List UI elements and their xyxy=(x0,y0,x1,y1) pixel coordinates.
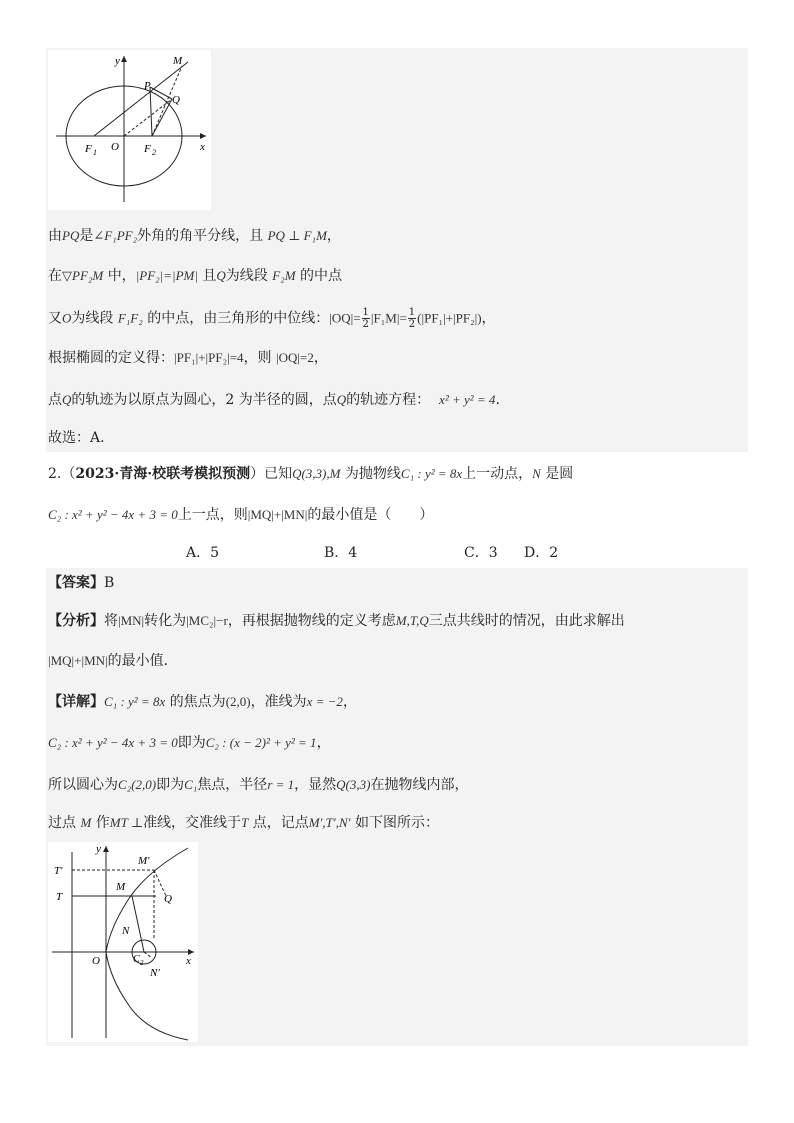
option-b[interactable]: B．4 xyxy=(324,545,358,561)
analysis-tag: 【分析】 xyxy=(48,613,104,629)
fig1-label-Q: Q xyxy=(172,94,180,106)
fig2-label-C2: C xyxy=(133,954,140,965)
fig2-label-Mprime: M′ xyxy=(138,855,150,867)
detail-line3: 所以圆心为C₂(2,0)即为C₁焦点，半径r = 1，显然Q(3,3)在抛物线内部， xyxy=(48,777,469,793)
parabola-figure xyxy=(48,842,198,1042)
fig1-label-y: y xyxy=(115,55,120,67)
ellipse-diagram xyxy=(48,50,211,210)
fig2-label-Tprime: T′ xyxy=(54,865,63,877)
solution1-line1: 由PQ是∠F₁PF₂外角的角平分线，且 PQ ⊥ F₁M， xyxy=(48,228,341,244)
problem2-line1: 2.（2023·青海·校联考模拟预测）已知Q(3,3),M 为抛物线C₁ : y² = 8x上一动点，N 是圆 xyxy=(48,466,574,482)
fig1-label-F1: F xyxy=(85,143,92,155)
analysis-line2: |MQ|+|MN|的最小值. xyxy=(48,653,169,669)
fig1-label-P: P xyxy=(144,80,151,92)
option-c[interactable]: C．3 xyxy=(464,545,498,561)
fig2-label-x: x xyxy=(186,955,191,967)
fig1-label-F1-sub: 1 xyxy=(93,148,97,157)
solution1-line2: 在▽PF₂M 中，|PF₂|=|PM| 且Q为线段 F₂M 的中点 xyxy=(48,268,342,284)
fig1-label-x: x xyxy=(200,141,205,153)
fig2-label-T: T xyxy=(56,891,63,903)
fig2-label-N: N xyxy=(122,925,130,937)
solution1-line3: 又O为线段 F₁F₂ 的中点，由三角形的中位线：|OQ|= $\frac{1}{2}$ |F₁M|= $\frac{1}{2}$ (|PF₁|+|PF₂|)， xyxy=(48,307,496,330)
fig1-label-M: M xyxy=(173,55,183,67)
option-d[interactable]: D．2 xyxy=(524,545,559,561)
solution1-conclusion: 故选：A. xyxy=(48,430,105,446)
fig2-label-C2-sub: 2 xyxy=(140,959,144,967)
ellipse-figure xyxy=(48,50,211,210)
fraction-half-2: $\frac{1}{2}$ xyxy=(408,307,416,330)
fig2-label-Nprime: N′ xyxy=(150,967,160,979)
detail-line2: C₂ : x² + y² − 4x + 3 = 0即为C₂ : (x − 2)² + y² = 1， xyxy=(48,735,331,751)
parabola-diagram xyxy=(48,842,198,1042)
option-a[interactable]: A．5 xyxy=(186,545,220,561)
detail-line1: 【详解】C₁ : y² = 8x 的焦点为(2,0)，准线为x = −2， xyxy=(48,694,357,710)
fig1-label-F2: F xyxy=(144,143,151,155)
problem2-source: 2023·青海·校联考模拟预测 xyxy=(75,466,251,482)
fig2-label-O: O xyxy=(92,955,100,967)
fraction-half-1: $\frac{1}{2}$ xyxy=(362,307,369,330)
fig2-label-Q: Q xyxy=(164,893,172,905)
fig2-label-M: M xyxy=(116,881,126,893)
fig1-label-O: O xyxy=(111,141,119,153)
fig1-label-F2-sub: 2 xyxy=(152,148,156,157)
analysis-line1: 【分析】将|MN|转化为|MC₂|−r，再根据抛物线的定义考虑M,T,Q三点共线时的情况，由此求解出 xyxy=(48,613,625,629)
answer-tag: 【答案】 xyxy=(48,575,104,591)
detail-line4: 过点 M 作MT ⊥准线，交准线于T 点，记点M′,T′,N′ 如下图所示： xyxy=(48,815,439,831)
detail-tag: 【详解】 xyxy=(48,694,104,710)
answer-value: B xyxy=(104,575,115,591)
solution1-line4: 根据椭圆的定义得：|PF₁|+|PF₂|=4，则 |OQ|=2， xyxy=(48,350,328,366)
solution1-line5: 点Q的轨迹为以原点为圆心，2 为半径的圆，点Q的轨迹方程： x² + y² = 4. xyxy=(48,392,500,408)
problem2-line2: C₂ : x² + y² − 4x + 3 = 0上一点，则|MQ|+|MN|的最小值是（ ） xyxy=(48,507,434,523)
fig2-label-y: y xyxy=(96,843,101,855)
answer-line xyxy=(48,573,114,593)
